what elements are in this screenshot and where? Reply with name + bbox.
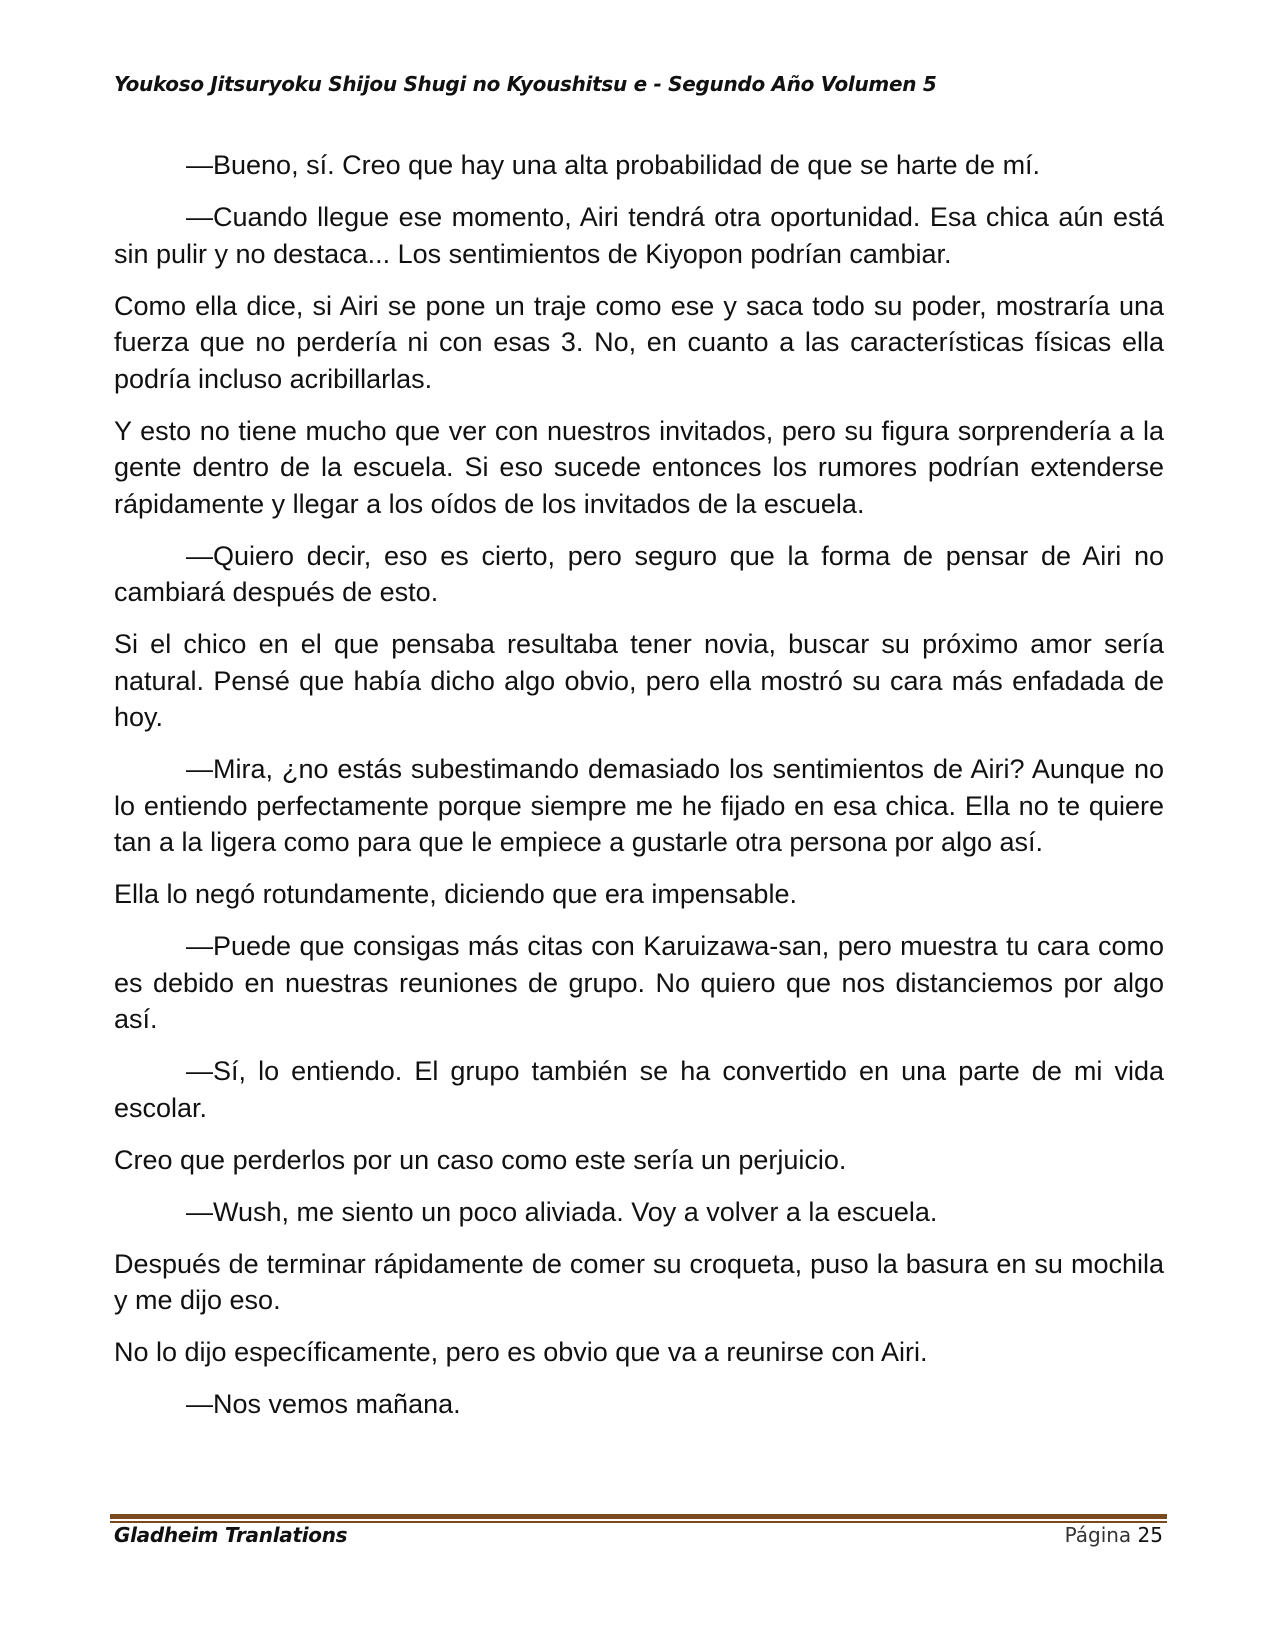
paragraph: Después de terminar rápidamente de comer su croqueta, puso la basura en su mochila y me dijo eso. [114,1248,1164,1315]
footer-credit: Gladheim Tranlations [114,1523,348,1547]
body-text [114,147,1164,1438]
paragraph: —Quiero decir, eso es cierto, pero seguro que la forma de pensar de Airi no cambiará después de esto. [114,540,1164,607]
paragraph: —Mira, ¿no estás subestimando demasiado los sentimientos de Airi? Aunque no lo entiendo perfectamente porque siempre me he fijado en esa chica. Ella no te quiere tan a la ligera como para que le empiece a gustarle otra persona por algo así. [114,754,1164,857]
page-number-footer [1065,1523,1163,1547]
paragraph: —Wush, me siento un poco aliviada. Voy a volver a la escuela. [186,1196,938,1227]
running-header: Youkoso Jitsuryoku Shijou Shugi no Kyoushitsu e - Segundo Año Volumen 5 [114,72,937,96]
paragraph: Como ella dice, si Airi se pone un traje como ese y saca todo su poder, mostraría una fuerza que no perdería ni con esas 3. No, en cuanto a las características físicas ella podría incluso acribillarlas. [114,290,1164,394]
paragraph: Ella lo negó rotundamente, diciendo que era impensable. [114,879,797,909]
page-label: Página [1064,1523,1132,1547]
page-number: 25 [1137,1523,1163,1547]
paragraph: Y esto no tiene mucho que ver con nuestros invitados, pero su figura sorprendería a la gente dentro de la escuela. Si eso sucede entonces los rumores podrían extenderse rápidamente y llegar a los oídos de los invitados de la escuela. [114,415,1164,519]
paragraph: —Sí, lo entiendo. El grupo también se ha convertido en una parte de mi vida escolar. [114,1056,1164,1123]
paragraph: —Nos vemos mañana. [186,1389,461,1419]
paragraph: —Puede que consigas más citas con Karuizawa-san, pero muestra tu cara como es debido en nuestras reuniones de grupo. No quiero que nos distanciemos por algo así. [114,931,1164,1034]
paragraph: No lo dijo específicamente, pero es obvio que va a reunirse con Airi. [114,1337,928,1367]
footer-rule [110,1514,1167,1519]
paragraph: —Cuando llegue ese momento, Airi tendrá otra oportunidad. Esa chica aún está sin pulir y no destaca... Los sentimientos de Kiyopon podrían cambiar. [114,202,1164,269]
paragraph: Si el chico en el que pensaba resultaba tener novia, buscar su próximo amor sería natural. Pensé que había dicho algo obvio, pero ella mostró su cara más enfadada de hoy. [114,629,1164,732]
paragraph: —Bueno, sí. Creo que hay una alta probabilidad de que se harte de mí. [186,150,1041,180]
paragraph: Creo que perderlos por un caso como este sería un perjuicio. [114,1144,847,1175]
